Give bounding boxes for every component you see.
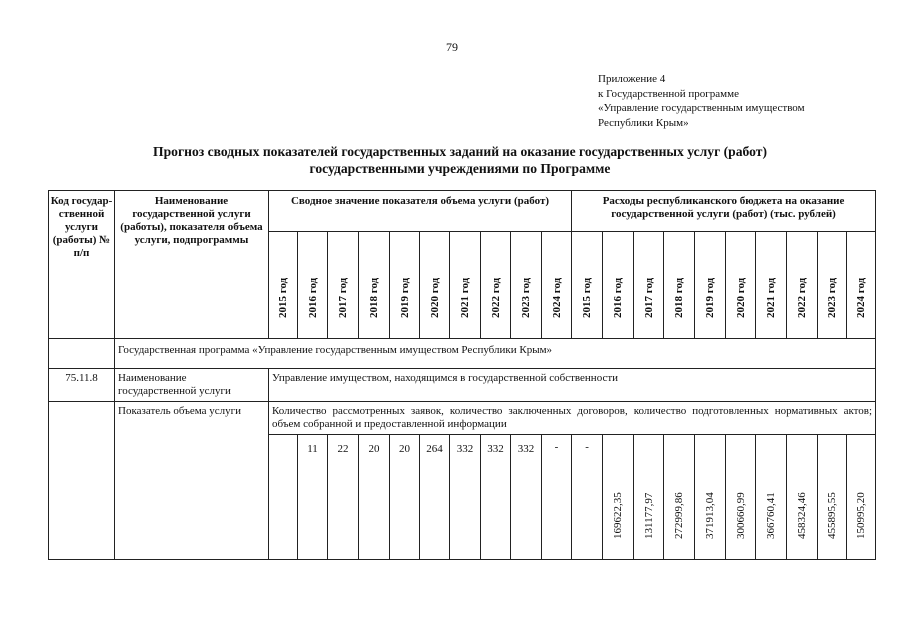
appendix-line: «Управление государственным имуществом bbox=[598, 102, 805, 114]
expense-value bbox=[603, 435, 634, 560]
volume-value: - bbox=[542, 435, 572, 560]
header-name: Наименование государственной услуги (работы), показателя объема услуги, подпрограммы bbox=[115, 191, 269, 339]
expense-value-text: 371913,04 bbox=[704, 492, 717, 539]
volume-year-header bbox=[298, 232, 328, 339]
service-name: Управление имуществом, находящимся в государственной собственности bbox=[269, 369, 876, 402]
expense-value bbox=[847, 435, 876, 560]
volume-year-header bbox=[511, 232, 542, 339]
header-volume: Сводное значение показателя объема услуги (работ) bbox=[269, 191, 572, 232]
title-line-2: государственными учреждениями по Программе bbox=[309, 161, 611, 176]
appendix-line: Республики Крым» bbox=[598, 116, 689, 129]
service-label: Наименование государственной услуги bbox=[115, 369, 269, 402]
year-label: 2016 год bbox=[612, 277, 625, 318]
year-label: 2020 год bbox=[428, 277, 441, 318]
year-label: 2015 год bbox=[581, 277, 594, 318]
year-label: 2024 год bbox=[550, 277, 563, 318]
year-label: 2021 год bbox=[765, 277, 778, 318]
expense-year-header bbox=[818, 232, 847, 339]
expense-year-header bbox=[787, 232, 818, 339]
expense-value: - bbox=[572, 435, 603, 560]
year-label: 2021 год bbox=[459, 277, 471, 318]
volume-value: 20 bbox=[359, 435, 390, 560]
header-code: Код государ-ственной услуги (работы) № п/п bbox=[49, 191, 115, 339]
expense-value bbox=[634, 435, 664, 560]
volume-value: 264 bbox=[420, 435, 450, 560]
expense-value-text: 169622,35 bbox=[612, 492, 625, 539]
volume-year-header bbox=[328, 232, 359, 339]
expense-year-header bbox=[664, 232, 695, 339]
volume-value: 332 bbox=[481, 435, 511, 560]
year-label: 2019 год bbox=[398, 277, 411, 318]
expense-value bbox=[664, 435, 695, 560]
volume-value: 11 bbox=[298, 435, 328, 560]
expense-value-text: 272999,86 bbox=[673, 492, 686, 539]
forecast-table bbox=[48, 190, 876, 560]
expense-value bbox=[756, 435, 787, 560]
indicator-label: Показатель объема услуги bbox=[115, 402, 269, 560]
year-label: 2022 год bbox=[796, 277, 809, 318]
year-label: 2018 год bbox=[673, 277, 686, 318]
volume-year-header bbox=[481, 232, 511, 339]
service-code: 75.11.8 bbox=[49, 369, 115, 402]
volume-value: 332 bbox=[450, 435, 481, 560]
expense-year-header bbox=[695, 232, 726, 339]
expense-value bbox=[726, 435, 756, 560]
year-label: 2016 год bbox=[306, 277, 319, 318]
year-label: 2019 год bbox=[704, 277, 717, 318]
expense-value bbox=[695, 435, 726, 560]
year-label: 2017 год bbox=[642, 277, 655, 318]
expense-year-header bbox=[847, 232, 876, 339]
year-label: 2017 год bbox=[337, 277, 349, 318]
volume-year-header bbox=[269, 232, 298, 339]
expense-year-header bbox=[603, 232, 634, 339]
document-title bbox=[60, 143, 860, 177]
expense-year-header bbox=[572, 232, 603, 339]
year-label: 2022 год bbox=[489, 277, 502, 318]
expense-value-text: 150995,20 bbox=[855, 492, 868, 539]
header-expenses: Расходы республиканского бюджета на оказание государственной услуги (работ) (тыс. рублей) bbox=[572, 191, 876, 232]
expense-year-header bbox=[634, 232, 664, 339]
expense-year-header bbox=[756, 232, 787, 339]
volume-value: 20 bbox=[390, 435, 420, 560]
year-label: 2023 год bbox=[826, 277, 839, 318]
expense-year-header bbox=[726, 232, 756, 339]
indicator-text: Количество рассмотренных заявок, количество заключенных договоров, количество подготовленных нормативных актов; объем собранной и предоставленной информации bbox=[269, 402, 876, 435]
volume-value: 332 bbox=[511, 435, 542, 560]
volume-value bbox=[269, 435, 298, 560]
year-label: 2024 год bbox=[855, 277, 868, 318]
appendix-note bbox=[598, 72, 805, 130]
volume-year-header bbox=[359, 232, 390, 339]
appendix-line: к Государственной программе bbox=[598, 87, 739, 100]
volume-year-header bbox=[450, 232, 481, 339]
year-label: 2023 год bbox=[520, 277, 532, 318]
year-label: 2015 год bbox=[277, 277, 289, 318]
expense-value bbox=[787, 435, 818, 560]
expense-value-text: 458324,46 bbox=[796, 492, 809, 539]
expense-value-text: 366760,41 bbox=[765, 492, 778, 539]
expense-value-text: 455895,55 bbox=[826, 492, 839, 539]
expense-value-text: 300660,99 bbox=[734, 492, 747, 539]
title-line-1: Прогноз сводных показателей государственных заданий на оказание государственных услуг (работ) bbox=[153, 144, 767, 159]
volume-year-header bbox=[542, 232, 572, 339]
expense-value bbox=[818, 435, 847, 560]
volume-year-header bbox=[390, 232, 420, 339]
volume-value: 22 bbox=[328, 435, 359, 560]
page-number: 79 bbox=[446, 40, 458, 54]
year-label: 2018 год bbox=[368, 277, 380, 318]
appendix-line: Приложение 4 bbox=[598, 73, 666, 85]
year-label: 2020 год bbox=[734, 277, 747, 318]
program-row: Государственная программа «Управление государственным имуществом Республики Крым» bbox=[115, 339, 876, 369]
expense-value-text: 131177,97 bbox=[642, 492, 655, 539]
volume-year-header bbox=[420, 232, 450, 339]
